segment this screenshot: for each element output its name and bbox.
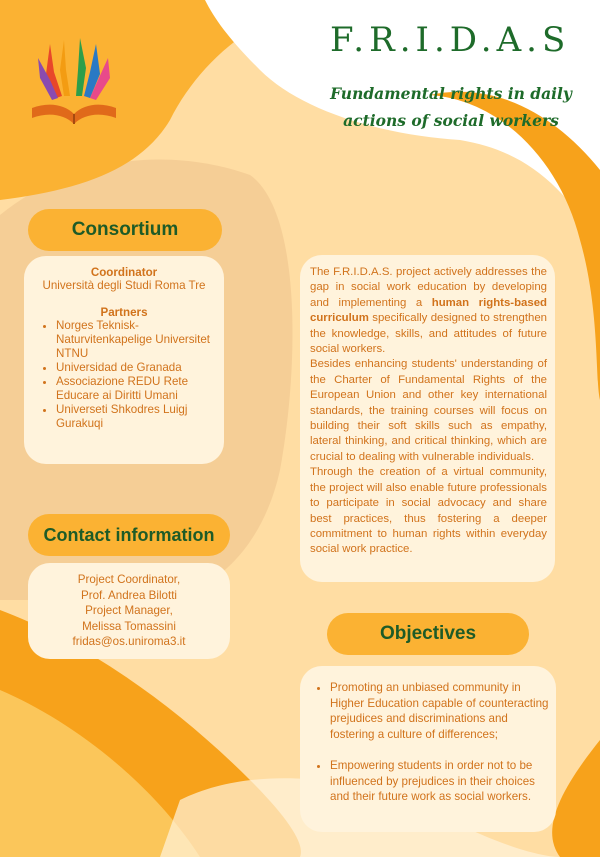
project-title: F.R.I.D.A.S xyxy=(330,20,571,60)
objectives-card xyxy=(300,666,556,832)
project-description-card xyxy=(300,255,555,582)
consortium-heading: Consortium xyxy=(28,209,222,251)
objectives-heading: Objectives xyxy=(327,613,529,655)
consortium-card xyxy=(24,256,224,464)
project-subtitle xyxy=(322,80,580,134)
orange-wave-bottom-right xyxy=(552,740,600,857)
description-paragraph-3: Through the creation of a virtual community, the project will also enable future professionals to participate in social advocacy and share best practices, thus fostering a deeper commitment to human rights within everyday social work practice. xyxy=(310,466,547,556)
description-text: specifically designed to strengthen the knowledge, skills, and attitudes of future social workers. xyxy=(310,312,547,356)
open-book-icon xyxy=(32,105,116,124)
contact-heading: Contact information xyxy=(28,514,230,556)
partner-item: • Associazione REDU Rete Educare ai Diritti Umani xyxy=(56,375,218,403)
partner-item: • Norges Teknisk-Naturvitenkapelige Universitet NTNU xyxy=(56,319,218,361)
subtitle-line-2: actions of social workers xyxy=(343,111,559,130)
fridas-logo xyxy=(28,34,120,130)
contact-line: Project Manager, xyxy=(85,604,173,617)
objectives-list xyxy=(304,680,550,805)
contact-email: fridas@os.uniroma3.it xyxy=(72,635,186,648)
contact-line: Prof. Andrea Bilotti xyxy=(80,588,178,602)
description-highlight: human rights-based curriculum xyxy=(310,296,547,325)
coordinator-name: Università degli Studi Roma Tre xyxy=(42,279,206,292)
contact-line: Melissa Tomassini xyxy=(82,619,176,633)
coordinator-heading: Coordinator xyxy=(90,266,158,279)
objective-item: • Promoting an unbiased community in Higher Education capable of counteracting prejudices and discriminations and fostering a culture of differences; xyxy=(330,680,550,742)
partners-heading: Partners xyxy=(100,306,148,319)
partner-item: • Universidad de Granada xyxy=(56,361,218,375)
contact-line: Project Coordinator, xyxy=(77,573,181,586)
contact-card xyxy=(28,563,230,659)
hands-icon xyxy=(38,38,110,100)
subtitle-line-1: Fundamental rights in daily xyxy=(330,84,572,103)
description-paragraph-1 xyxy=(310,265,547,357)
partner-item: • Universeti Shkodres Luigj Gurakuqi xyxy=(56,403,218,431)
description-text: The F.R.I.D.A.S. project actively addresses the gap in social work education by developing and implementing a xyxy=(310,266,547,309)
objective-item: • Empowering students in order not to be influenced by prejudices in their choices and their future work as social workers. xyxy=(330,758,550,805)
partners-list xyxy=(30,319,218,431)
description-paragraph-2: Besides enhancing students' understanding of the Charter of Fundamental Rights of the European Union and other key international standards, the training courses will focus on building their soft skills such as empathy, lateral thinking, and critical thinking, which are crucial to dealing with vulnerable individuals. xyxy=(310,358,547,463)
